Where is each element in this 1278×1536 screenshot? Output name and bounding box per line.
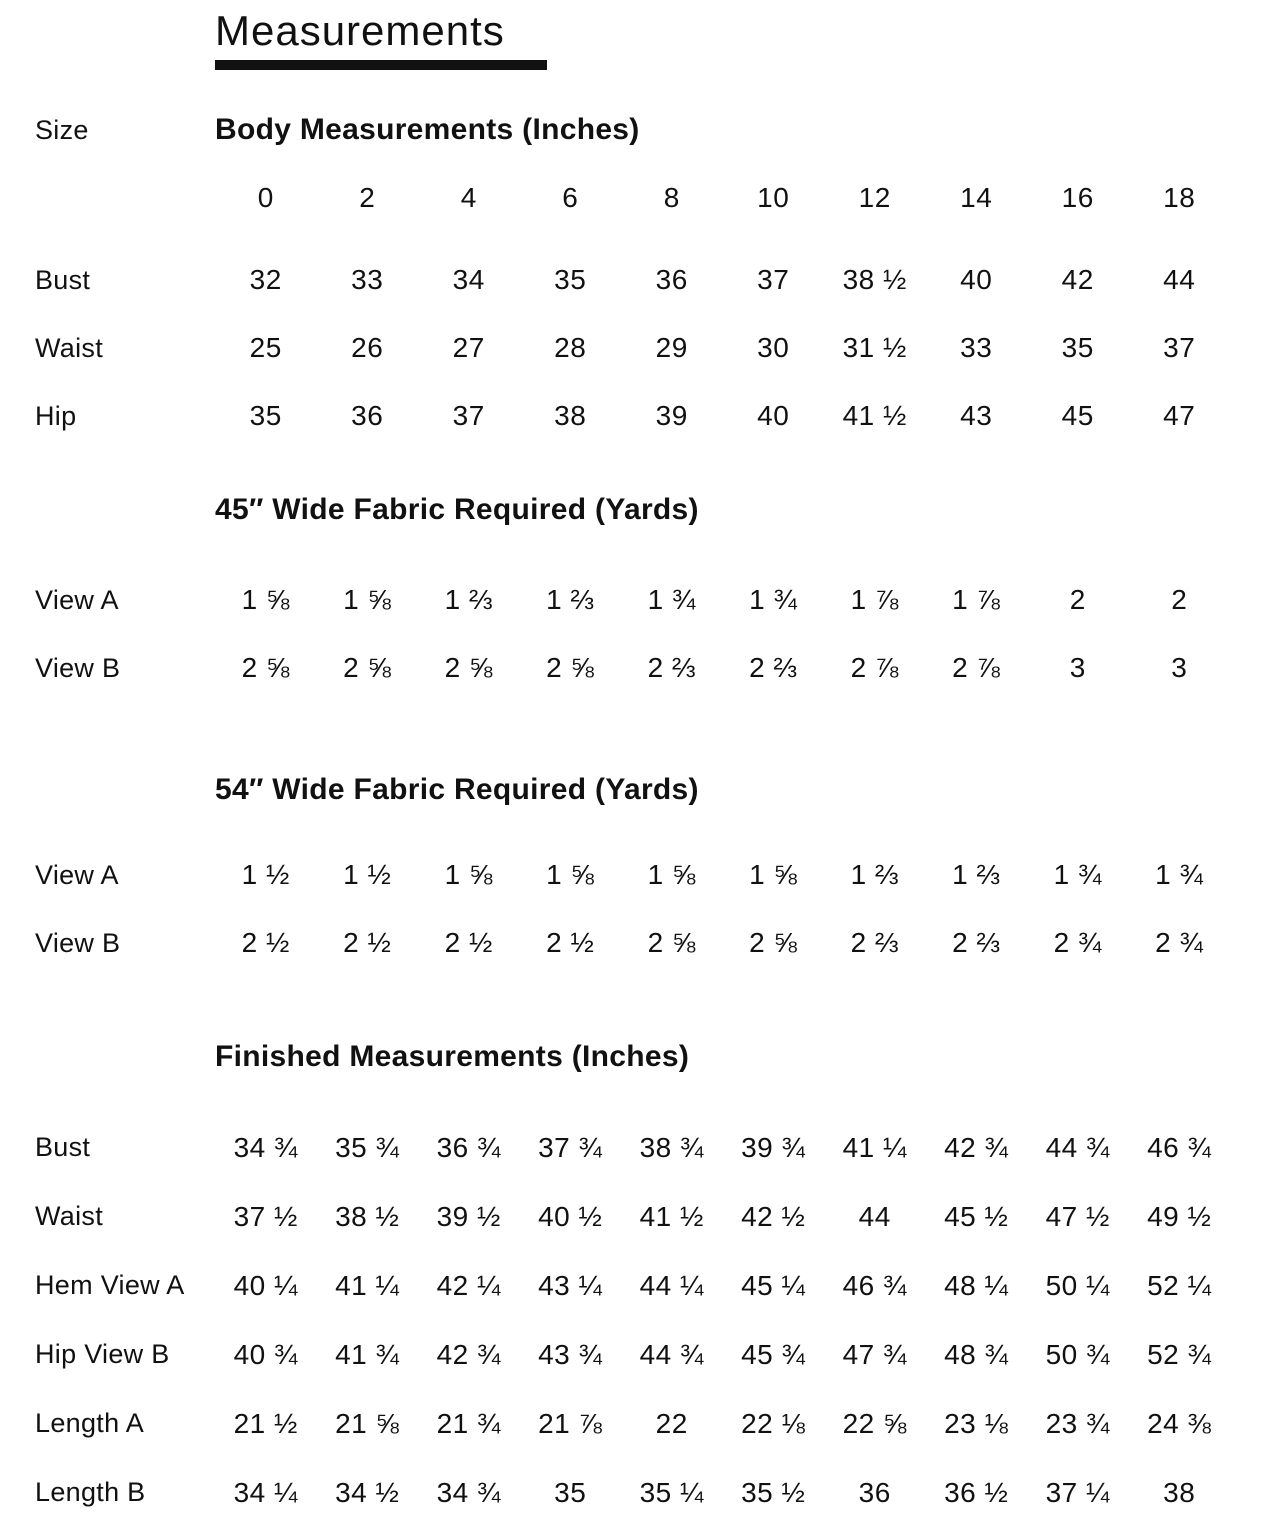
value-cell: 27: [452, 332, 485, 364]
value-cell: 1 ⅝: [241, 584, 290, 616]
row-label: Hem View A: [35, 1270, 185, 1301]
value-cell: 35 ½: [741, 1476, 806, 1508]
section-body-measurements: [35, 96, 1230, 450]
value-cell: 1 ⅔: [546, 584, 595, 616]
section-fabric-45: [35, 476, 1230, 702]
value-cell: 33: [960, 332, 993, 364]
value-cell: 35: [249, 400, 282, 432]
value-cell: 2 ⅔: [850, 927, 899, 959]
value-cell: 40: [960, 264, 993, 296]
value-cell: 44: [1163, 264, 1196, 296]
body-section-heading: Body Measurements (Inches): [215, 113, 640, 147]
value-cell: 1 ¾: [1053, 859, 1102, 891]
value-cell: 37: [757, 264, 790, 296]
value-cell: 37: [1163, 332, 1196, 364]
value-cell: 42 ½: [741, 1200, 806, 1232]
value-cell: 37 ½: [233, 1200, 298, 1232]
value-cell: 41 ½: [639, 1200, 704, 1232]
row-label: Bust: [35, 264, 91, 295]
value-cell: 52 ¼: [1147, 1269, 1212, 1301]
value-cell: 29: [655, 332, 688, 364]
value-cell: 36: [858, 1476, 891, 1508]
value-cell: 36 ½: [944, 1476, 1009, 1508]
value-cell: 21 ½: [233, 1407, 298, 1439]
size-value: 14: [960, 182, 993, 214]
fabric-54-heading-row: [35, 756, 1230, 824]
value-cell: 26: [351, 332, 384, 364]
value-cell: 41 ¾: [335, 1338, 400, 1370]
value-cell: 22 ⅛: [741, 1407, 806, 1439]
size-value: 6: [562, 182, 579, 214]
table-row: [35, 1320, 1230, 1389]
value-cell: 22 ⅝: [842, 1407, 907, 1439]
body-heading-row: [35, 96, 1230, 164]
value-cell: 1 ⅔: [444, 584, 493, 616]
table-row: [35, 566, 1230, 634]
value-cell: 43 ¾: [538, 1338, 603, 1370]
value-cell: 42 ¾: [944, 1131, 1009, 1163]
value-cell: 37 ¼: [1045, 1476, 1110, 1508]
value-cell: 46 ¾: [842, 1269, 907, 1301]
row-label: Length B: [35, 1477, 146, 1508]
finished-rows: [35, 1113, 1230, 1527]
value-cell: 31 ½: [842, 332, 907, 364]
value-cell: 38 ¾: [639, 1131, 704, 1163]
value-cell: 32: [249, 264, 282, 296]
value-cell: 36: [351, 400, 384, 432]
value-cell: 48 ¾: [944, 1338, 1009, 1370]
value-cell: 1 ⅔: [952, 859, 1001, 891]
size-column-label: Size: [35, 114, 89, 145]
value-cell: 2 ⅔: [952, 927, 1001, 959]
value-cell: 1 ½: [343, 859, 392, 891]
value-cell: 2 ⅔: [749, 652, 798, 684]
value-cell: 1 ¾: [647, 584, 696, 616]
table-row: [35, 1113, 1230, 1182]
table-row: [35, 246, 1230, 314]
size-value: 12: [858, 182, 891, 214]
value-cell: 34: [452, 264, 485, 296]
value-cell: 2 ⅞: [952, 652, 1001, 684]
value-cell: 2 ⅔: [647, 652, 696, 684]
value-cell: 47 ½: [1045, 1200, 1110, 1232]
value-cell: 41 ¼: [842, 1131, 907, 1163]
value-cell: 52 ¾: [1147, 1338, 1212, 1370]
row-label: Hip: [35, 400, 77, 431]
table-row: [35, 1182, 1230, 1251]
value-cell: 38: [1163, 1476, 1196, 1508]
value-cell: 22: [655, 1407, 688, 1439]
value-cell: 44 ¾: [1045, 1131, 1110, 1163]
value-cell: 2 ⅝: [241, 652, 290, 684]
table-row: [35, 1389, 1230, 1458]
value-cell: 21 ⅞: [538, 1407, 603, 1439]
value-cell: 2 ¾: [1155, 927, 1204, 959]
table-row: [35, 1251, 1230, 1320]
value-cell: 34 ¾: [233, 1131, 298, 1163]
table-row: [35, 634, 1230, 702]
size-value: 8: [663, 182, 680, 214]
value-cell: 44 ¼: [639, 1269, 704, 1301]
size-header-row: [35, 164, 1230, 232]
row-label: View B: [35, 652, 121, 683]
value-cell: 1 ⅞: [850, 584, 899, 616]
value-cell: 1 ½: [241, 859, 290, 891]
size-value: 4: [460, 182, 477, 214]
value-cell: 24 ⅜: [1147, 1407, 1212, 1439]
value-cell: 48 ¼: [944, 1269, 1009, 1301]
value-cell: 36 ¾: [436, 1131, 501, 1163]
value-cell: 38 ½: [842, 264, 907, 296]
value-cell: 39: [655, 400, 688, 432]
size-value: 10: [757, 182, 790, 214]
value-cell: 38 ½: [335, 1200, 400, 1232]
size-value: 2: [359, 182, 376, 214]
value-cell: 35 ¼: [639, 1476, 704, 1508]
size-value: 0: [257, 182, 274, 214]
value-cell: 44: [858, 1200, 891, 1232]
value-cell: 2 ½: [546, 927, 595, 959]
value-cell: 45 ¼: [741, 1269, 806, 1301]
value-cell: 21 ¾: [436, 1407, 501, 1439]
value-cell: 43: [960, 400, 993, 432]
value-cell: 40 ¼: [233, 1269, 298, 1301]
value-cell: 50 ¼: [1045, 1269, 1110, 1301]
value-cell: 25: [249, 332, 282, 364]
value-cell: 35: [554, 1476, 587, 1508]
row-label: Bust: [35, 1132, 91, 1163]
fabric-45-heading: 45″ Wide Fabric Required (Yards): [215, 493, 699, 527]
row-label: Waist: [35, 332, 103, 363]
value-cell: 1 ⅞: [952, 584, 1001, 616]
row-label: View A: [35, 584, 119, 615]
value-cell: 34 ¼: [233, 1476, 298, 1508]
value-cell: 2 ⅝: [647, 927, 696, 959]
row-label: Length A: [35, 1408, 145, 1439]
row-label: Waist: [35, 1201, 103, 1232]
value-cell: 49 ½: [1147, 1200, 1212, 1232]
value-cell: 34 ½: [335, 1476, 400, 1508]
value-cell: 33: [351, 264, 384, 296]
value-cell: 2 ¾: [1053, 927, 1102, 959]
value-cell: 1 ⅝: [343, 584, 392, 616]
value-cell: 38: [554, 400, 587, 432]
table-row: [35, 314, 1230, 382]
table-row: [35, 841, 1230, 909]
value-cell: 2: [1171, 584, 1188, 616]
table-row: [35, 382, 1230, 450]
value-cell: 50 ¾: [1045, 1338, 1110, 1370]
value-cell: 42: [1061, 264, 1094, 296]
value-cell: 1 ⅔: [850, 859, 899, 891]
value-cell: 35: [554, 264, 587, 296]
value-cell: 2 ⅝: [444, 652, 493, 684]
value-cell: 47: [1163, 400, 1196, 432]
size-value: 16: [1061, 182, 1094, 214]
value-cell: 44 ¾: [639, 1338, 704, 1370]
value-cell: 2: [1069, 584, 1086, 616]
finished-heading-row: [35, 1023, 1230, 1091]
value-cell: 42 ¼: [436, 1269, 501, 1301]
finished-section-heading: Finished Measurements (Inches): [215, 1040, 690, 1074]
fabric-54-heading: 54″ Wide Fabric Required (Yards): [215, 773, 699, 807]
value-cell: 39 ¾: [741, 1131, 806, 1163]
value-cell: 1 ¾: [1155, 859, 1204, 891]
value-cell: 42 ¾: [436, 1338, 501, 1370]
value-cell: 36: [655, 264, 688, 296]
sheet-header: [35, 8, 1230, 70]
value-cell: 2 ½: [444, 927, 493, 959]
body-rows: [35, 246, 1230, 450]
value-cell: 2 ⅞: [850, 652, 899, 684]
value-cell: 45 ½: [944, 1200, 1009, 1232]
row-label: View B: [35, 927, 121, 958]
value-cell: 41 ¼: [335, 1269, 400, 1301]
fabric-45-heading-row: [35, 476, 1230, 544]
table-row: [35, 909, 1230, 977]
value-cell: 37 ¾: [538, 1131, 603, 1163]
value-cell: 28: [554, 332, 587, 364]
value-cell: 1 ⅝: [749, 859, 798, 891]
value-cell: 35 ¾: [335, 1131, 400, 1163]
value-cell: 40 ¾: [233, 1338, 298, 1370]
title-underline: [215, 60, 547, 70]
size-value: 18: [1163, 182, 1196, 214]
value-cell: 2 ½: [241, 927, 290, 959]
value-cell: 1 ¾: [749, 584, 798, 616]
value-cell: 43 ¼: [538, 1269, 603, 1301]
page-title: Measurements: [215, 7, 505, 54]
value-cell: 39 ½: [436, 1200, 501, 1232]
value-cell: 21 ⅝: [335, 1407, 400, 1439]
section-fabric-54: [35, 756, 1230, 977]
fabric-45-rows: [35, 566, 1230, 702]
value-cell: 45 ¾: [741, 1338, 806, 1370]
value-cell: 2 ½: [343, 927, 392, 959]
value-cell: 1 ⅝: [444, 859, 493, 891]
value-cell: 34 ¾: [436, 1476, 501, 1508]
value-cell: 47 ¾: [842, 1338, 907, 1370]
value-cell: 37: [452, 400, 485, 432]
row-label: Hip View B: [35, 1339, 170, 1370]
table-row: [35, 1458, 1230, 1527]
value-cell: 2 ⅝: [343, 652, 392, 684]
row-label: View A: [35, 859, 119, 890]
value-cell: 45: [1061, 400, 1094, 432]
fabric-54-rows: [35, 841, 1230, 977]
value-cell: 1 ⅝: [647, 859, 696, 891]
value-cell: 2 ⅝: [749, 927, 798, 959]
value-cell: 35: [1061, 332, 1094, 364]
value-cell: 3: [1171, 652, 1188, 684]
value-cell: 2 ⅝: [546, 652, 595, 684]
value-cell: 23 ⅛: [944, 1407, 1009, 1439]
section-finished-measurements: [35, 1023, 1230, 1527]
value-cell: 30: [757, 332, 790, 364]
value-cell: 1 ⅝: [546, 859, 595, 891]
value-cell: 40: [757, 400, 790, 432]
value-cell: 41 ½: [842, 400, 907, 432]
value-cell: 23 ¾: [1045, 1407, 1110, 1439]
value-cell: 3: [1069, 652, 1086, 684]
value-cell: 40 ½: [538, 1200, 603, 1232]
value-cell: 46 ¾: [1147, 1131, 1212, 1163]
